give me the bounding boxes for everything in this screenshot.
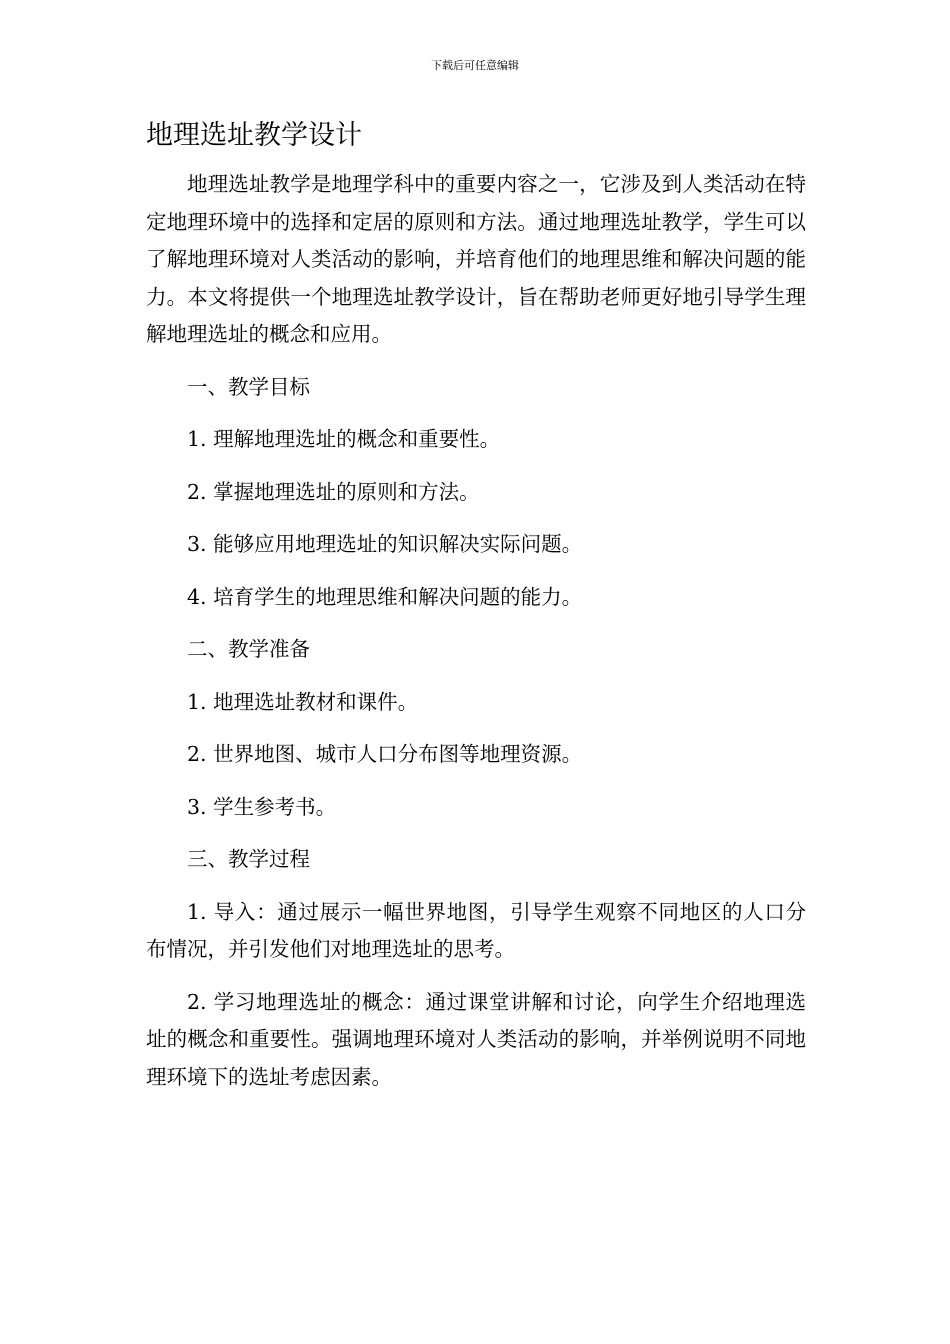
- objective-item: 1. 理解地理选址的概念和重要性。: [187, 427, 501, 451]
- objective-item: 2. 掌握地理选址的原则和方法。: [187, 479, 480, 504]
- intro-paragraph: 地理选址教学是地理学科中的重要内容之一，它涉及到人类活动在特定地理环境中的选择和定居的原则和方法。通过地理选址教学，学生可以了解地理环境对人类活动的影响，并培育他们的地理思维和解决问题的能力。本文将提供一个地理选址教学设计，旨在帮助老师更好地引导学生理解地理选址的概念和应用。: [146, 172, 806, 346]
- document-title: 地理选址教学设计: [146, 120, 362, 151]
- process-step: 2. 学习地理选址的概念：通过课堂讲解和讨论，向学生介绍地理选址的概念和重要性。强调地理环境对人类活动的影响，并举例说明不同地理环境下的选址考虑因素。: [146, 989, 806, 1089]
- page-header: 下载后可任意编辑: [431, 59, 519, 72]
- document-body: [146, 166, 806, 1111]
- section-heading-objectives: 一、教学目标: [187, 374, 310, 399]
- objective-item: 3. 能够应用地理选址的知识解决实际问题。: [187, 532, 583, 556]
- section-heading-process: 三、教学过程: [187, 847, 310, 871]
- objective-item: 4. 培育学生的地理思维和解决问题的能力。: [187, 584, 583, 609]
- preparation-item: 2. 世界地图、城市人口分布图等地理资源。: [187, 742, 583, 766]
- section-heading-preparation: 二、教学准备: [187, 637, 310, 661]
- preparation-item: 1. 地理选址教材和课件。: [187, 689, 419, 714]
- preparation-item: 3. 学生参考书。: [187, 794, 337, 819]
- process-step: 1. 导入：通过展示一幅世界地图，引导学生观察不同地区的人口分布情况，并引发他们对地理选址的思考。: [146, 899, 806, 961]
